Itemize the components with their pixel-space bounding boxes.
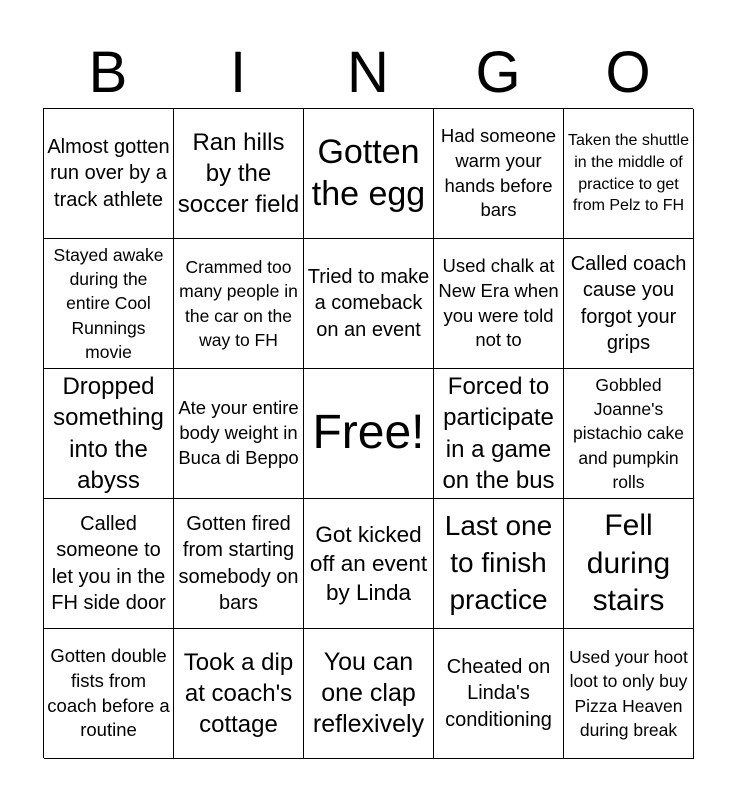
cell-text: Used chalk at New Era when you were told not to: [438, 254, 559, 351]
bingo-cell[interactable]: [304, 239, 434, 369]
header-letter-i: I: [229, 40, 247, 105]
bingo-cell[interactable]: [434, 629, 564, 759]
bingo-cell[interactable]: [174, 109, 304, 239]
bingo-cell[interactable]: [564, 629, 694, 759]
cell-text: Had someone warm your hands before bars: [440, 124, 557, 221]
cell-text: Took a dip at coach's cottage: [183, 648, 294, 739]
cell-text: Last one to finish practice: [444, 510, 553, 615]
bingo-cell[interactable]: [434, 369, 564, 499]
cell-text: Called someone to let you in the FH side door: [51, 512, 166, 614]
bingo-cell[interactable]: [304, 629, 434, 759]
cell-text: Used your hoot loot to only buy Pizza Heaven during break: [569, 647, 688, 740]
cell-text: Almost gotten run over by a track athlete: [47, 135, 170, 211]
free-space-cell[interactable]: [304, 369, 434, 499]
bingo-cell[interactable]: [564, 499, 694, 629]
bingo-cell[interactable]: [564, 239, 694, 369]
bingo-cell[interactable]: [564, 109, 694, 239]
bingo-cell[interactable]: [44, 499, 174, 629]
cell-text: Called coach cause you forgot your grips: [570, 252, 687, 354]
free-space-text: Free!: [312, 406, 425, 460]
cell-text: Gotten double fists from coach before a routine: [47, 644, 170, 741]
bingo-cell[interactable]: [564, 369, 694, 499]
bingo-cell[interactable]: [44, 109, 174, 239]
bingo-cell[interactable]: [304, 499, 434, 629]
cell-text: Crammed too many people in the car on the way to FH: [179, 257, 298, 350]
header-letter-g: G: [475, 40, 521, 105]
bingo-cell[interactable]: [304, 109, 434, 239]
cell-text: Cheated on Linda's conditioning: [445, 655, 552, 731]
bingo-cell[interactable]: [174, 629, 304, 759]
bingo-cell[interactable]: [44, 629, 174, 759]
bingo-header: [43, 38, 693, 108]
cell-text: You can one clap reflexively: [312, 647, 425, 739]
bingo-board: [43, 108, 693, 758]
cell-text: Gotten the egg: [311, 133, 426, 213]
cell-text: Taken the shuttle in the middle of practice to get from Pelz to FH: [568, 132, 689, 215]
cell-text: Ate your entire body weight in Buca di Beppo: [178, 397, 299, 468]
bingo-cell[interactable]: [434, 499, 564, 629]
header-letter-n: N: [347, 40, 389, 105]
cell-text: Gobbled Joanne's pistachio cake and pumpkin rolls: [573, 375, 684, 492]
cell-text: Gotten fired from starting somebody on bars: [178, 512, 299, 614]
bingo-cell[interactable]: [434, 109, 564, 239]
bingo-cell[interactable]: [174, 239, 304, 369]
cell-text: Tried to make a comeback on an event: [307, 265, 430, 341]
header-letter-b: B: [88, 40, 128, 105]
cell-text: Dropped something into the abyss: [53, 373, 164, 494]
cell-text: Got kicked off an event by Linda: [309, 521, 428, 606]
bingo-cell[interactable]: [174, 369, 304, 499]
cell-text: Stayed awake during the entire Cool Runnings movie: [53, 245, 164, 362]
bingo-cell[interactable]: [44, 239, 174, 369]
cell-text: Fell during stairs: [586, 509, 671, 618]
cell-text: Ran hills by the soccer field: [177, 128, 300, 219]
bingo-cell[interactable]: [174, 499, 304, 629]
cell-text: Forced to participate in a game on the bus: [442, 373, 555, 494]
header-letter-o: O: [605, 40, 651, 105]
bingo-cell[interactable]: [434, 239, 564, 369]
bingo-cell[interactable]: [44, 369, 174, 499]
